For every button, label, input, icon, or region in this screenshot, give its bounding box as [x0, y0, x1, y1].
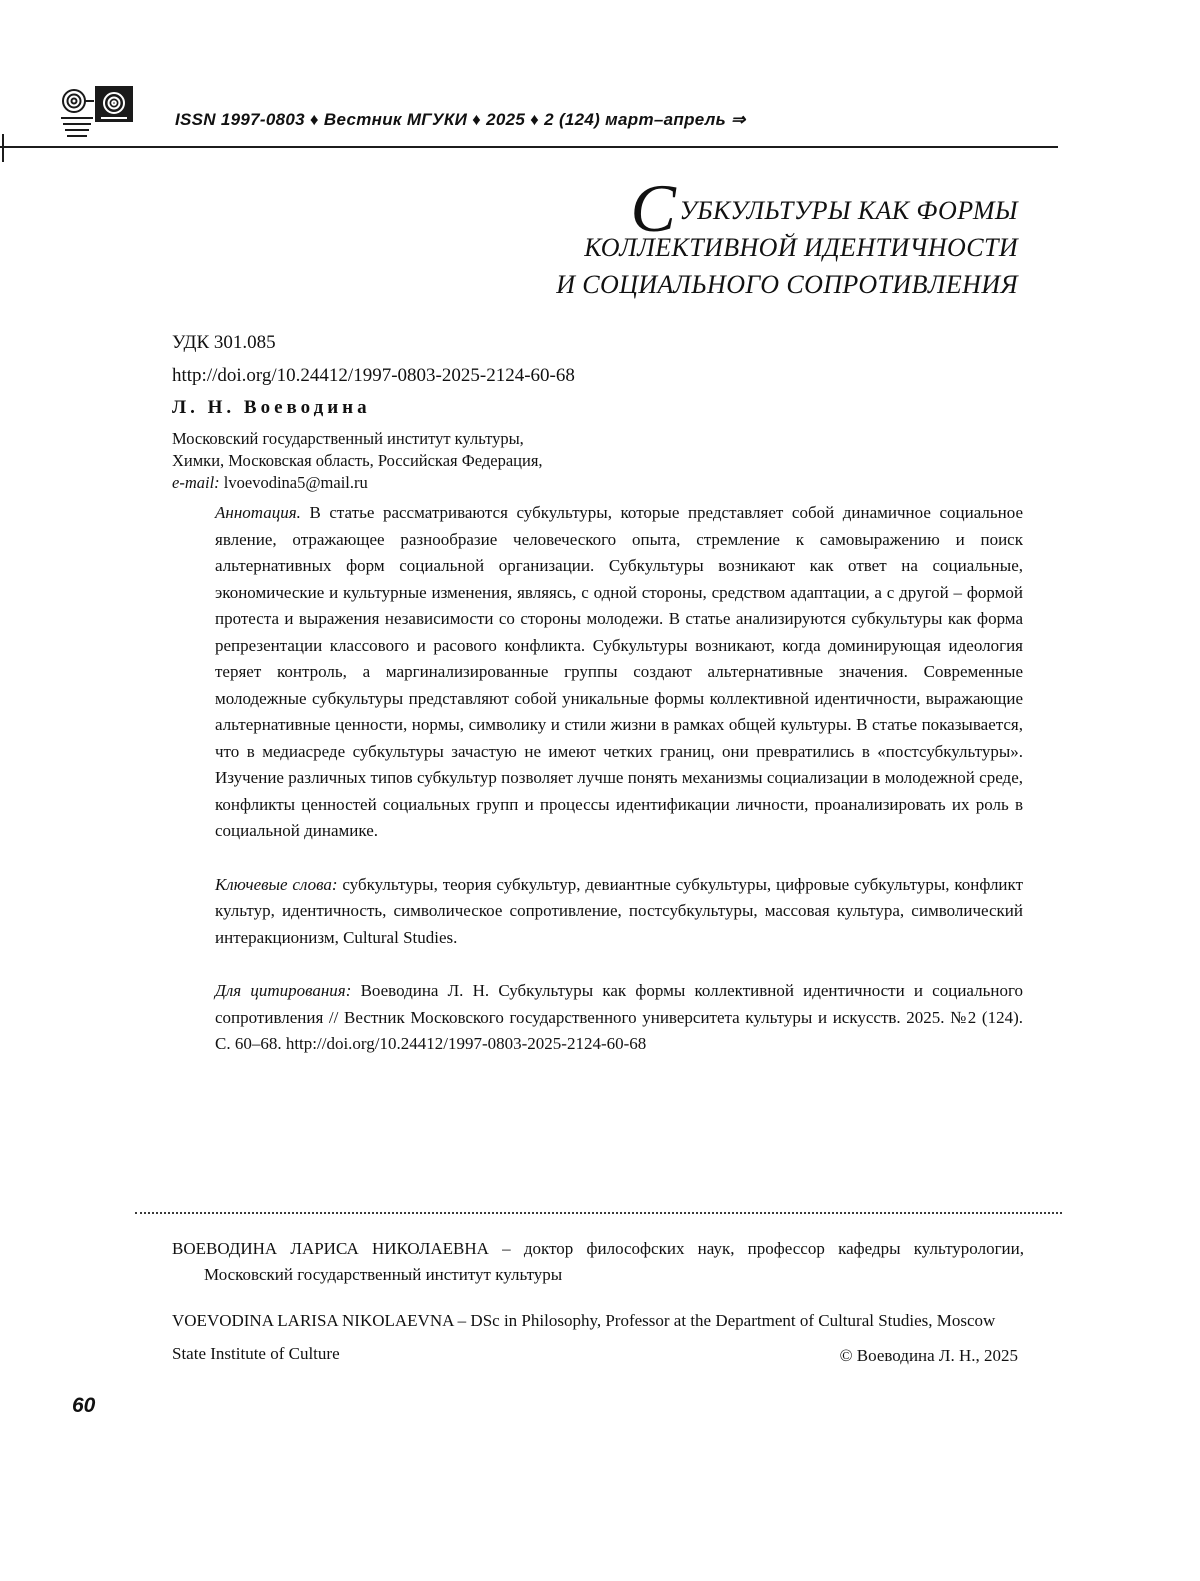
article-title — [350, 170, 1018, 303]
article-title-line-2: КОЛЛЕКТИВНОЙ ИДЕНТИЧНОСТИ — [584, 233, 1018, 262]
article-front-matter — [215, 500, 1023, 1085]
header-rule — [0, 146, 1058, 148]
keywords-paragraph — [215, 872, 1023, 952]
udk-code: УДК 301.085 — [172, 332, 276, 353]
citation-label: Для цитирования: — [215, 981, 352, 1000]
article-title-line-1 — [350, 170, 1018, 246]
keywords-text: субкультуры, теория субкультур, девиантные субкультуры, цифровые субкультуры, конфликт культур, идентичность, символическое сопротивление, постсубкультуры, массовая культура, символический интеракционизм, Cultural Studies. — [215, 874, 1023, 947]
author-bio-en: VOEVODINA LARISA NIKOLAEVNA – DSc in Philosophy, Professor at the Department of Cultural Studies, Moscow State Institute of Culture — [172, 1311, 996, 1363]
dotted-separator — [135, 1212, 1062, 1214]
title-dropcap: С — [630, 170, 677, 246]
citation-paragraph — [215, 978, 1023, 1058]
title-text-1: УБКУЛЬТУРЫ КАК ФОРМЫ — [679, 196, 1018, 225]
journal-header-line: ISSN 1997-0803 ♦ Вестник МГУКИ ♦ 2025 ♦ 2 (124) март–апрель ⇒ — [175, 110, 746, 129]
article-meta — [172, 326, 575, 392]
affiliation-line-2: Химки, Московская область, Российская Федерация, — [172, 451, 543, 470]
email-label: e-mail: — [172, 473, 220, 492]
page-number: 60 — [72, 1394, 96, 1417]
citation-text: Воеводина Л. Н. Субкультуры как формы коллективной идентичности и социального сопротивления // Вестник Московского государственного университета культуры и искусств. 2025. №2 (124). С. 60–68. http://doi.org/10.24412/1997-0803-2025-2124-60-68 — [215, 981, 1024, 1053]
copyright-line: © Воеводина Л. Н., 2025 — [839, 1346, 1018, 1365]
abstract-paragraph — [215, 500, 1023, 845]
page-edge-mark — [2, 134, 4, 162]
journal-logo — [57, 84, 135, 142]
author-affiliation — [172, 428, 543, 494]
abstract-text: В статье рассматриваются субкультуры, которые представляет собой динамичное социальное явление, отражающее разнообразие человеческого опыта, стремление к самовыражению и поиск альтернативных форм социальной организации. Субкультуры возникают как ответ на социальные, экономические и культурные изменения, являясь, с одной стороны, средством адаптации, а с другой – формой протеста и выражения независимости со стороны молодежи. В статье анализируются субкультуры как форма репрезентации классового и расового конфликта. Субкультуры возникают, когда доминирующая идеология теряет контроль, а маргинализированные группы создают альтернативные значения. Современные молодежные субкультуры представляют собой уникальные формы коллективной идентичности, выражающие альтернативные ценности, нормы, символику и стили жизни в рамках общей культуры. В статье показывается, что в медиасреде субкультуры зачастую не имеют четких границ, они превратились в «постсубкультуры». Изучение различных типов субкультур позволяет лучше понять механизмы социализации в молодежной среде, конфликты ценностей социальных групп и процессы идентификации личности, проанализировать их роль в социальной динамике. — [215, 503, 1024, 840]
author-bio-ru: ВОЕВОДИНА ЛАРИСА НИКОЛАЕВНА – доктор философских наук, профессор кафедры культурологии, Московский государственный институт культуры — [172, 1239, 1024, 1284]
ionic-columns-logo-icon — [57, 84, 135, 142]
article-title-line-3: И СОЦИАЛЬНОГО СОПРОТИВЛЕНИЯ — [556, 270, 1018, 299]
email-address[interactable]: lvoevodina5@mail.ru — [223, 473, 368, 492]
affiliation-email-line — [172, 472, 543, 494]
affiliation-line-1: Московский государственный институт культуры, — [172, 429, 524, 448]
keywords-label: Ключевые слова: — [215, 874, 338, 894]
doi-link[interactable]: http://doi.org/10.24412/1997-0803-2025-2124-60-68 — [172, 365, 575, 386]
abstract-label: Аннотация. — [215, 503, 301, 522]
author-name: Л. Н. Воеводина — [172, 397, 371, 418]
